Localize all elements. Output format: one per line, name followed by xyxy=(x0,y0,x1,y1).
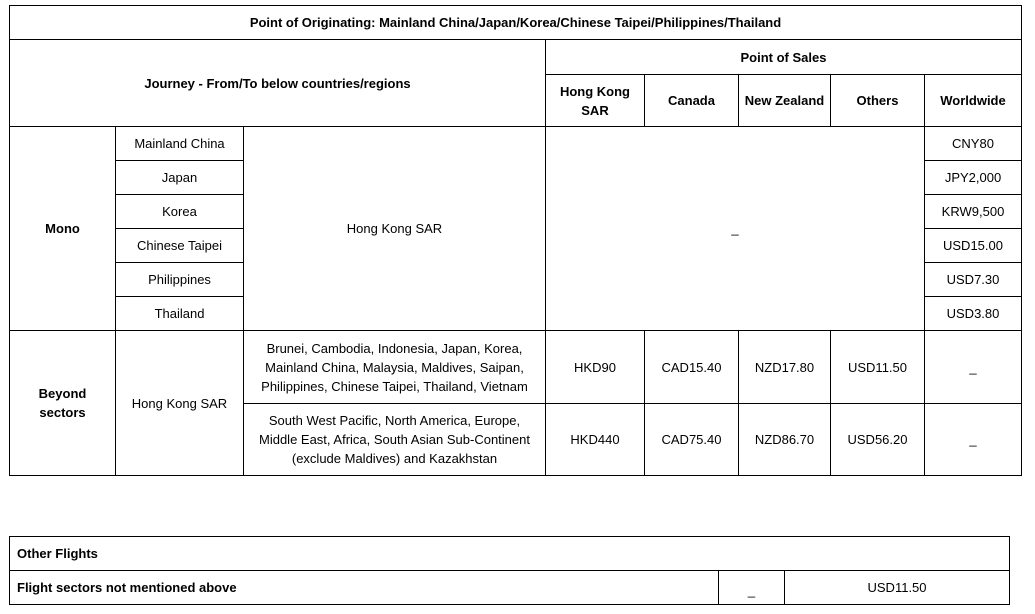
mono-origin: Chinese Taipei xyxy=(116,229,244,263)
other-flights-table xyxy=(9,536,1010,605)
fee-worldwide: _ xyxy=(925,404,1022,476)
mono-worldwide-fee: CNY80 xyxy=(925,127,1022,161)
mono-worldwide-fee: KRW9,500 xyxy=(925,195,1022,229)
point-of-sales-header: Point of Sales xyxy=(546,40,1022,75)
mono-origin: Philippines xyxy=(116,263,244,297)
mono-worldwide-fee: JPY2,000 xyxy=(925,161,1022,195)
beyond-label: Beyond sectors xyxy=(10,331,116,476)
mono-worldwide-fee: USD3.80 xyxy=(925,297,1022,331)
fee-new-zealand: NZD86.70 xyxy=(739,404,831,476)
beyond-destinations: Brunei, Cambodia, Indonesia, Japan, Korea, Mainland China, Malaysia, Maldives, Saipan, Philippines, Chinese Taipei, Thailand, Vietnam xyxy=(244,331,546,404)
fee-hong-kong-sar: HKD440 xyxy=(546,404,645,476)
mono-not-applicable: _ xyxy=(546,127,925,331)
mono-origin: Japan xyxy=(116,161,244,195)
column-header-others: Others xyxy=(831,75,925,127)
mono-worldwide-fee: USD15.00 xyxy=(925,229,1022,263)
mono-origin: Thailand xyxy=(116,297,244,331)
column-header-hong-kong-sar: Hong Kong SAR xyxy=(546,75,645,127)
fee-table xyxy=(9,5,1022,476)
fee-canada: CAD15.40 xyxy=(645,331,739,404)
mono-destination: Hong Kong SAR xyxy=(244,127,546,331)
journey-header: Journey - From/To below countries/regions xyxy=(10,40,546,127)
mono-origin: Mainland China xyxy=(116,127,244,161)
fee-canada: CAD75.40 xyxy=(645,404,739,476)
other-flights-row-label: Flight sectors not mentioned above xyxy=(10,571,719,605)
table-title: Point of Originating: Mainland China/Japan/Korea/Chinese Taipei/Philippines/Thailand xyxy=(10,6,1022,40)
beyond-destinations: South West Pacific, North America, Europe, Middle East, Africa, South Asian Sub-Continent (exclude Maldives) and Kazakhstan xyxy=(244,404,546,476)
other-flights-header: Other Flights xyxy=(10,537,1010,571)
column-header-canada: Canada xyxy=(645,75,739,127)
other-flights-fee: USD11.50 xyxy=(785,571,1010,605)
fee-worldwide: _ xyxy=(925,331,1022,404)
column-header-worldwide: Worldwide xyxy=(925,75,1022,127)
fee-new-zealand: NZD17.80 xyxy=(739,331,831,404)
beyond-origin: Hong Kong SAR xyxy=(116,331,244,476)
fee-others: USD11.50 xyxy=(831,331,925,404)
fee-hong-kong-sar: HKD90 xyxy=(546,331,645,404)
column-header-new-zealand: New Zealand xyxy=(739,75,831,127)
fee-others: USD56.20 xyxy=(831,404,925,476)
mono-label: Mono xyxy=(10,127,116,331)
mono-worldwide-fee: USD7.30 xyxy=(925,263,1022,297)
mono-origin: Korea xyxy=(116,195,244,229)
other-flights-mid-value: _ xyxy=(719,571,785,605)
